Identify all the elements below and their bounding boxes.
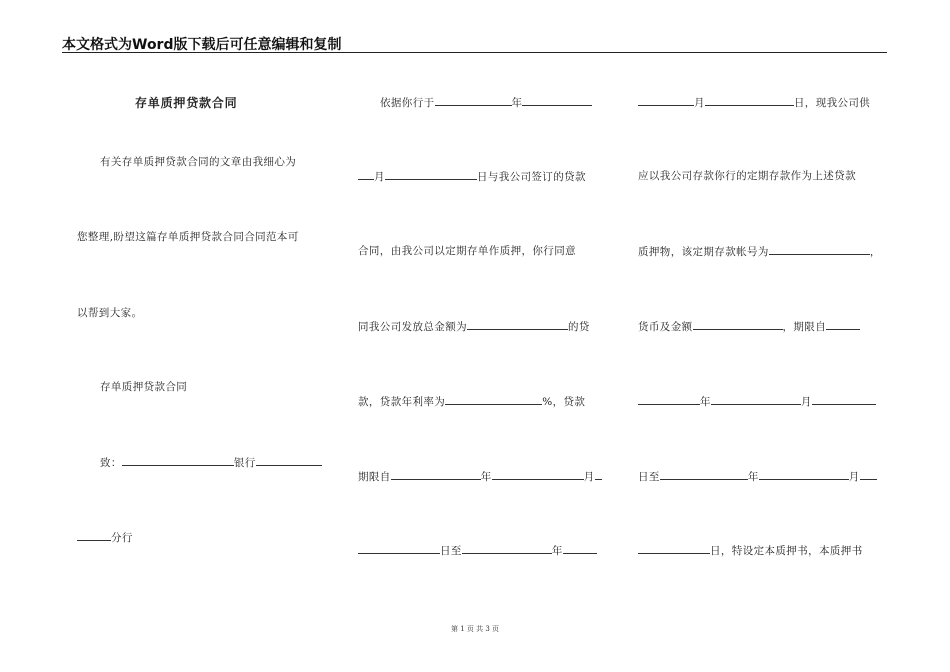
text-fragment: 月	[694, 97, 705, 109]
text-fragment: 依据你行于	[380, 97, 435, 109]
text-fragment: 的贷	[568, 321, 590, 333]
addressee-line	[100, 454, 322, 470]
text-fragment: 年	[700, 396, 711, 408]
blank-field	[693, 318, 783, 330]
text-fragment: 年	[747, 471, 759, 483]
blank-field	[826, 318, 860, 330]
page-header: 本文格式为Word版下载后可任意编辑和复制	[62, 37, 342, 53]
col2-line-2	[358, 168, 586, 184]
col3-line-3	[638, 243, 881, 259]
blank-field	[467, 318, 568, 330]
text-fragment: 年	[551, 545, 563, 557]
blank-field	[711, 393, 801, 405]
col2-line-5	[358, 393, 585, 409]
blank-field	[77, 529, 111, 541]
blank-field	[435, 94, 512, 106]
col2-line-3: 合同，由我公司以定期存单作质押，你行同意	[358, 245, 576, 257]
page-footer: 第 1 页 共 3 页	[450, 625, 500, 633]
text-fragment: 款，贷款年利率为	[358, 396, 446, 408]
branch-label: 分行	[111, 532, 133, 544]
blank-field	[759, 468, 849, 480]
col3-line-1	[638, 94, 870, 110]
text-fragment: 月	[374, 171, 385, 183]
header-rule	[62, 52, 887, 53]
blank-field	[769, 243, 870, 255]
blank-field	[385, 168, 477, 180]
blank-field	[638, 94, 694, 106]
col2-line-7	[358, 542, 597, 558]
blank-field	[256, 454, 322, 466]
blank-field	[705, 94, 794, 106]
col3-line-2: 应以我公司存款你行的定期存款作为上述贷款	[638, 170, 856, 182]
text-fragment: 日，特设定本质押书，本质押书	[710, 545, 863, 557]
text-fragment: 期限自	[358, 471, 391, 483]
blank-field	[812, 393, 876, 405]
col2-line-6	[358, 468, 602, 484]
intro-line-2: 您整理,盼望这篇存单质押贷款合同合同范本可	[77, 231, 299, 243]
blank-field	[638, 542, 710, 554]
blank-field	[391, 468, 481, 480]
blank-field	[462, 542, 552, 554]
intro-line-3: 以帮到大家。	[77, 307, 143, 319]
to-prefix: 致：	[100, 457, 122, 469]
blank-field	[445, 393, 542, 405]
text-fragment: 月	[848, 471, 860, 483]
blank-field	[638, 393, 700, 405]
blank-field	[492, 468, 584, 480]
text-fragment: 日至	[638, 471, 660, 483]
blank-field	[522, 94, 592, 106]
text-fragment: 年	[480, 471, 492, 483]
bank-label: 银行	[233, 457, 256, 469]
text-fragment: ，	[869, 246, 881, 258]
text-fragment: %，贷款	[542, 396, 586, 408]
text-fragment: 年	[511, 97, 523, 109]
text-fragment: 月	[800, 396, 812, 408]
text-fragment: 日，现我公司供	[793, 97, 871, 109]
text-fragment: 日至	[440, 545, 462, 557]
text-fragment: 日与我公司签订的贷款	[476, 171, 586, 183]
col3-line-4	[638, 318, 860, 334]
col2-line-1	[380, 94, 592, 110]
text-fragment: 货币及金额	[638, 321, 693, 333]
text-fragment: 质押物，该定期存款帐号为	[638, 246, 769, 258]
blank-field	[860, 468, 877, 480]
intro-line-1: 有关存单质押贷款合同的文章由我细心为	[100, 156, 297, 168]
branch-line	[77, 529, 133, 545]
blank-field	[358, 168, 374, 180]
text-fragment: 月	[583, 471, 595, 483]
blank-field	[563, 542, 597, 554]
contract-subtitle: 存单质押贷款合同	[100, 381, 188, 393]
blank-field	[595, 468, 602, 480]
text-fragment: 同我公司发放总金额为	[358, 321, 467, 333]
blank-field	[122, 454, 234, 466]
blank-field	[660, 468, 748, 480]
col3-line-5	[638, 393, 876, 409]
blank-field	[358, 542, 440, 554]
col3-line-6	[638, 468, 877, 484]
col2-line-4	[358, 318, 590, 334]
document-title: 存单质押贷款合同	[135, 96, 238, 110]
col3-line-7	[638, 542, 863, 558]
text-fragment: ，期限自	[782, 321, 827, 333]
